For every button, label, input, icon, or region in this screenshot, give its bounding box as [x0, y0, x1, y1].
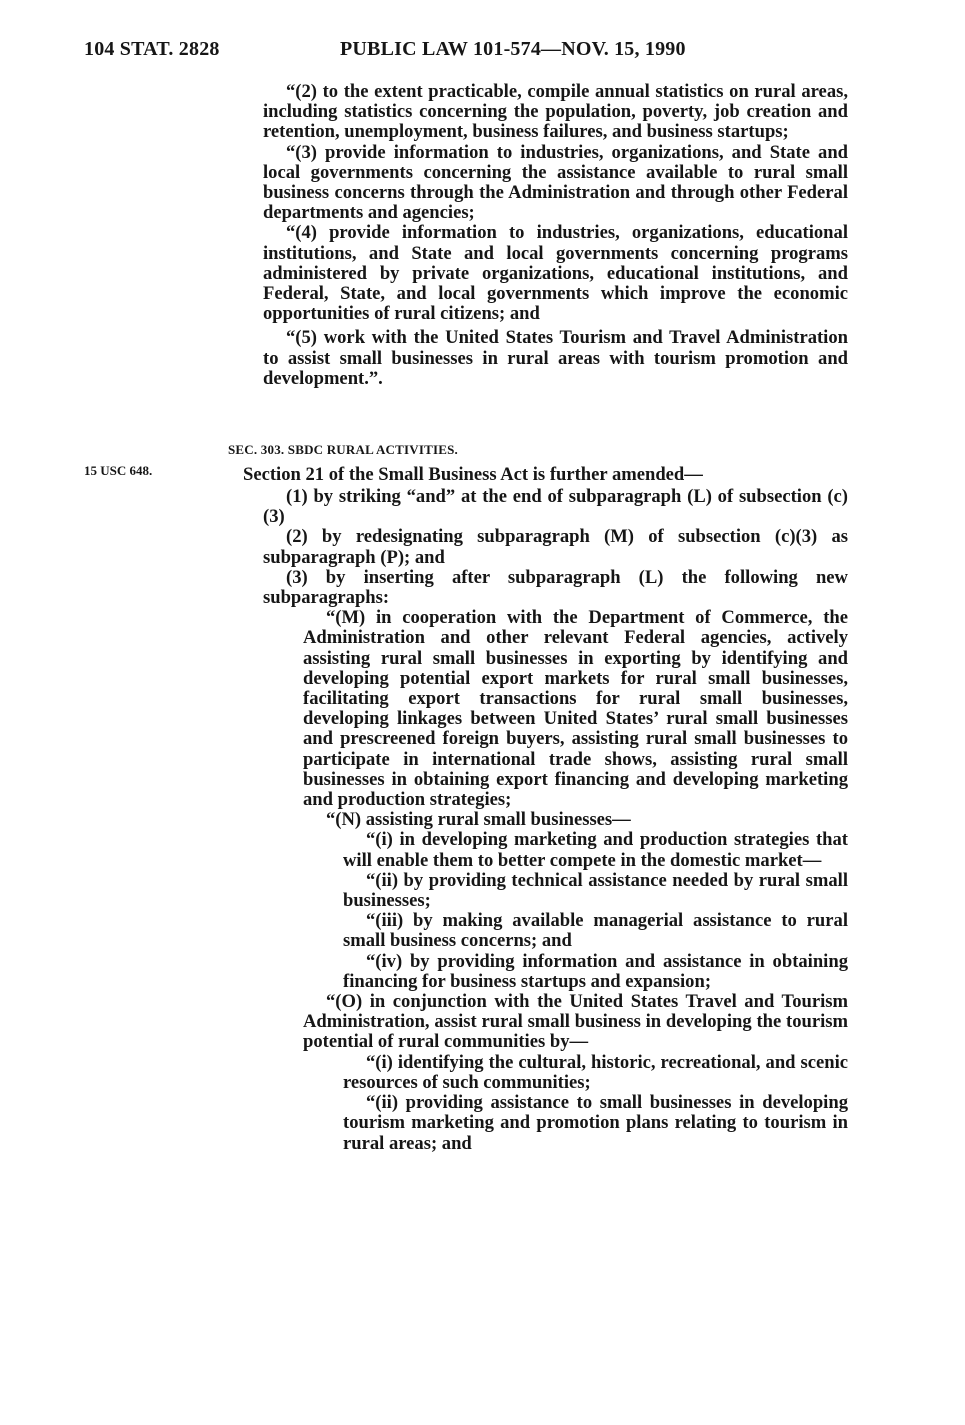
stat-reference: 104 STAT. 2828 — [84, 38, 220, 60]
paragraph-4: “(4) provide information to industries, organizations, educational institutions, and State and local governments concerning programs administered by private organizations, educational institutions, and Federal, State, and local governments which improve the economic opportunities of rural citizens; and — [263, 222, 848, 325]
public-law-reference: PUBLIC LAW 101-574—NOV. 15, 1990 — [340, 38, 686, 60]
amendment-2: (2) by redesignating subparagraph (M) of subsection (c)(3) as subparagraph (P); and — [263, 526, 848, 568]
subparagraph-m: “(M) in cooperation with the Department of Commerce, the Administration and other relevant Federal agencies, actively assisting rural small businesses in exporting by identifying and developing potential export markets for rural small businesses, facilitating export transactions for rural small businesses, developing linkages between United States’ rural small businesses and prescreened foreign buyers, assisting rural small businesses to participate in international trade shows, assisting rural small businesses in obtaining export financing and developing marketing and production strategies; — [303, 607, 848, 811]
continued-paragraphs — [263, 82, 848, 389]
clause-n-i: “(i) in developing marketing and production strategies that will enable them to better compete in the domestic market— — [343, 829, 848, 871]
amendment-1: (1) by striking “and” at the end of subparagraph (L) of subsection (c)(3) — [263, 486, 848, 528]
clause-n-iii: “(iii) by making available managerial assistance to rural small business concerns; and — [343, 910, 848, 952]
clause-n-iv: “(iv) by providing information and assistance in obtaining financing for business startups and expansion; — [343, 950, 848, 992]
subparagraph-o-clauses — [303, 1053, 848, 1154]
page-header — [84, 38, 847, 68]
section-intro: Section 21 of the Small Business Act is further amended— — [243, 464, 703, 485]
paragraph-5: “(5) work with the United States Tourism and Travel Administration to assist small businesses in rural areas with tourism promotion and development.”. — [263, 327, 848, 389]
subparagraph-n: “(N) assisting rural small businesses— — [326, 809, 631, 831]
clause-o-ii: “(ii) providing assistance to small businesses in developing tourism marketing and promotion plans relating to tourism in rural areas; and — [343, 1092, 848, 1154]
paragraph-3: “(3) provide information to industries, organizations, and State and local governments concerning the assistance available to rural small business concerns through the Administration and through other Federal departments and agencies; — [263, 141, 848, 224]
amendment-3: (3) by inserting after subparagraph (L) the following new subparagraphs: — [263, 566, 848, 609]
subparagraph-n-clauses — [303, 830, 848, 992]
subparagraph-o: “(O) in conjunction with the United States Travel and Tourism Administration, assist rural small business in developing the tourism potential of rural communities by— — [303, 991, 848, 1053]
margin-citation: 15 USC 648. — [84, 463, 153, 478]
paragraph-2: “(2) to the extent practicable, compile annual statistics on rural areas, including statistics concerning the population, poverty, job creation and retention, unemployment, business failures, and business startups; — [263, 81, 848, 143]
section-body — [263, 487, 848, 1154]
clause-n-ii: “(ii) by providing technical assistance needed by rural small businesses; — [343, 869, 848, 912]
clause-o-i: “(i) identifying the cultural, historic, recreational, and scenic resources of such communities; — [343, 1051, 848, 1093]
section-title: SEC. 303. SBDC RURAL ACTIVITIES. — [228, 442, 458, 457]
new-subparagraphs — [263, 608, 848, 1153]
